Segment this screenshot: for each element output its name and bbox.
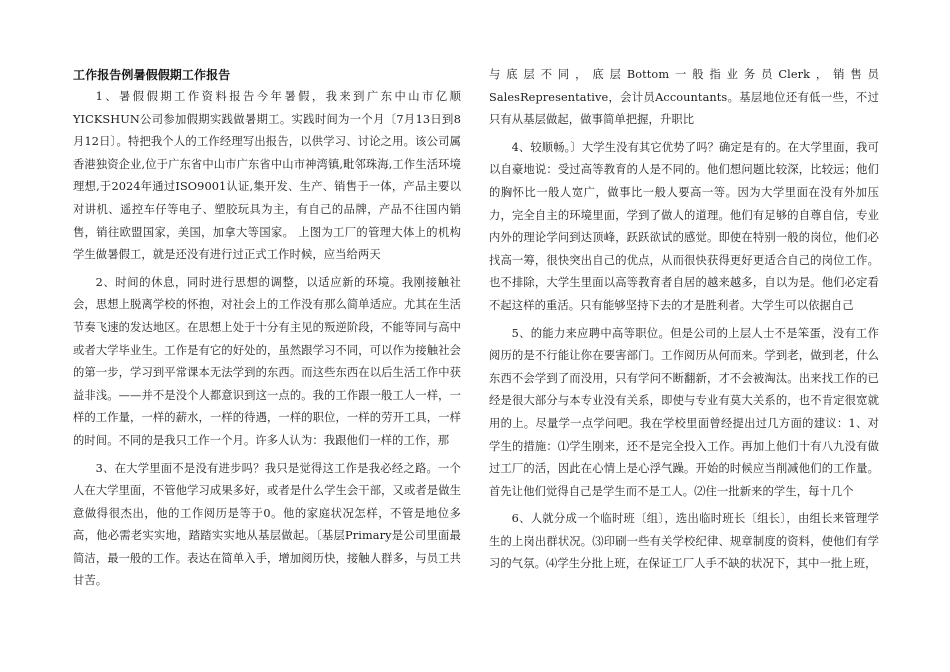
document-title: 工作报告例暑假假期工作报告 — [73, 68, 231, 82]
paragraph-1: 1、暑假假期工作资料报告今年暑假，我来到广东中山市亿顺YICKSHUN公司参加假期实践做暑期工。实践时间为一个月〔7月13日到8月12日〕。特把我个人的工作经理写出报告，以供学习、讨论之用。该公司属香港独资企业,位于广东省中山市广东省中山市神湾镇,毗邻珠海,工作生活环境理想,于2024年通过ISO9001认证,集开发、生产、销售于一体，产品主要以对讲机、遥控车仔等电子、塑胶玩具为主，有自己的品牌，产品不往国内销售，销往欧盟国家，美国，加拿大等国家。 上图为工厂的管理大体上的机构学生做暑假工，就是还没有进行过正式工作时候，应当给两天 — [73, 90, 461, 262]
paragraph-6: 6、人就分成一个临时班〔组〕，选出临时班长〔组长〕，由组长来管理学生的上岗出群状况。⑶印刷一些有关学校纪律、规章制度的资料，使他们有学习的气氛。⑷学生分批上班，在保证工厂人手不缺的状况下，其中一批上班， — [489, 512, 879, 571]
paragraph-5: 5、的能力来应聘中高等职位。但是公司的上层人士不是笨蛋，没有工作阅历的是不行能让你在要害部门。工作阅历从何而来。学到老，做到老，什么东西不会学到了而没用，只有学问不断翻新，才不会被淘汰。出来找工作的已经是很大部分与本专业没有关系，即使与专业有莫大关系的，也不肯定很宽就用的上。尽量学一点学问吧。我在学校里面曾经提出过几方面的建议：1、对学生的措施：⑴学生刚来，还不是完全投入工作。再加上他们十有八九没有做过工厂的活，因此在心情上是心浮气躁。开始的时候应当削减他们的工作量。首先让他们觉得自己是学生而不是工人。⑵住一批新来的学生，每十几个 — [489, 326, 879, 498]
paragraph-4: 4、较顺畅。〕大学生没有其它优势了吗？确定是有的。在大学里面，我可以自豪地说：受过高等教育的人是不同的。他们想问题比较深，比较远；他们的胸怀比一般人宽广，做事比一般人要高一等。因为大学里面在没有外加压力，完全自主的环境里面，学到了做人的道理。他们有足够的自尊自信，专业内外的理论学问到达顶峰，跃跃欲试的感觉。即使在特别一般的岗位，他们必找高一筹，很快突出自己的优点，从而很快获得更好更适合自己的岗位工作。也不排除，大学生里面以高等教育者自居的越来越多，自以为是。他们必定看不起这样的重活。只有能够坚持下去的才是胜利者。大学生可以依据自己 — [489, 140, 879, 312]
left-column — [73, 64, 461, 598]
paragraph-3-continuation: 与底层不同，底层Bottom一般指业务员Clerk，销售员SalesRepresentative，会计员Accountants。基层地位还有低一些，不过只有从基层做起，做事简单把握，升职比 — [489, 68, 879, 127]
paragraph-3: 3、在大学里面不是没有进步吗？我只是觉得这工作是我必经之路。一个人在大学里面，不管他学习成果多好，或者是什么学生会干部，又或者是做生意做得很杰出，他的工作阅历是等于0。他的家庭状况怎样，不管是地位多高，他必需老实实地，踏踏实实地从基层做起。〔基层Primary是公司里面最简洁，最一般的工作。表达在简单入手，增加阅历快，接触人群多，与员工共甘苦。 — [73, 461, 461, 588]
paragraph-2: 2、时间的休息，同时进行思想的调整，以适应新的环境。我刚接触社会，思想上脱离学校的怀抱，对社会上的工作没有那么简单适应。尤其在生活节奏飞速的发达地区。在思想上处于十分有主见的叛逆阶段，不能等同与高中或者大学毕业生。工作是有它的好处的，虽然跟学习不同，可以作为接触社会的第一步，学习到平常课本无法学到的东西。而这些东西在以后生活工作中获益非浅。——并不是没个人都意识到这一点的。我的工作跟一般工人一样，一样的工作量，一样的薪水，一样的待遇，一样的职位，一样的劳开工具，一样的时间。不同的是我只工作一个月。许多人认为：我跟他们一样的工作，那 — [73, 275, 461, 447]
right-column — [489, 64, 879, 581]
